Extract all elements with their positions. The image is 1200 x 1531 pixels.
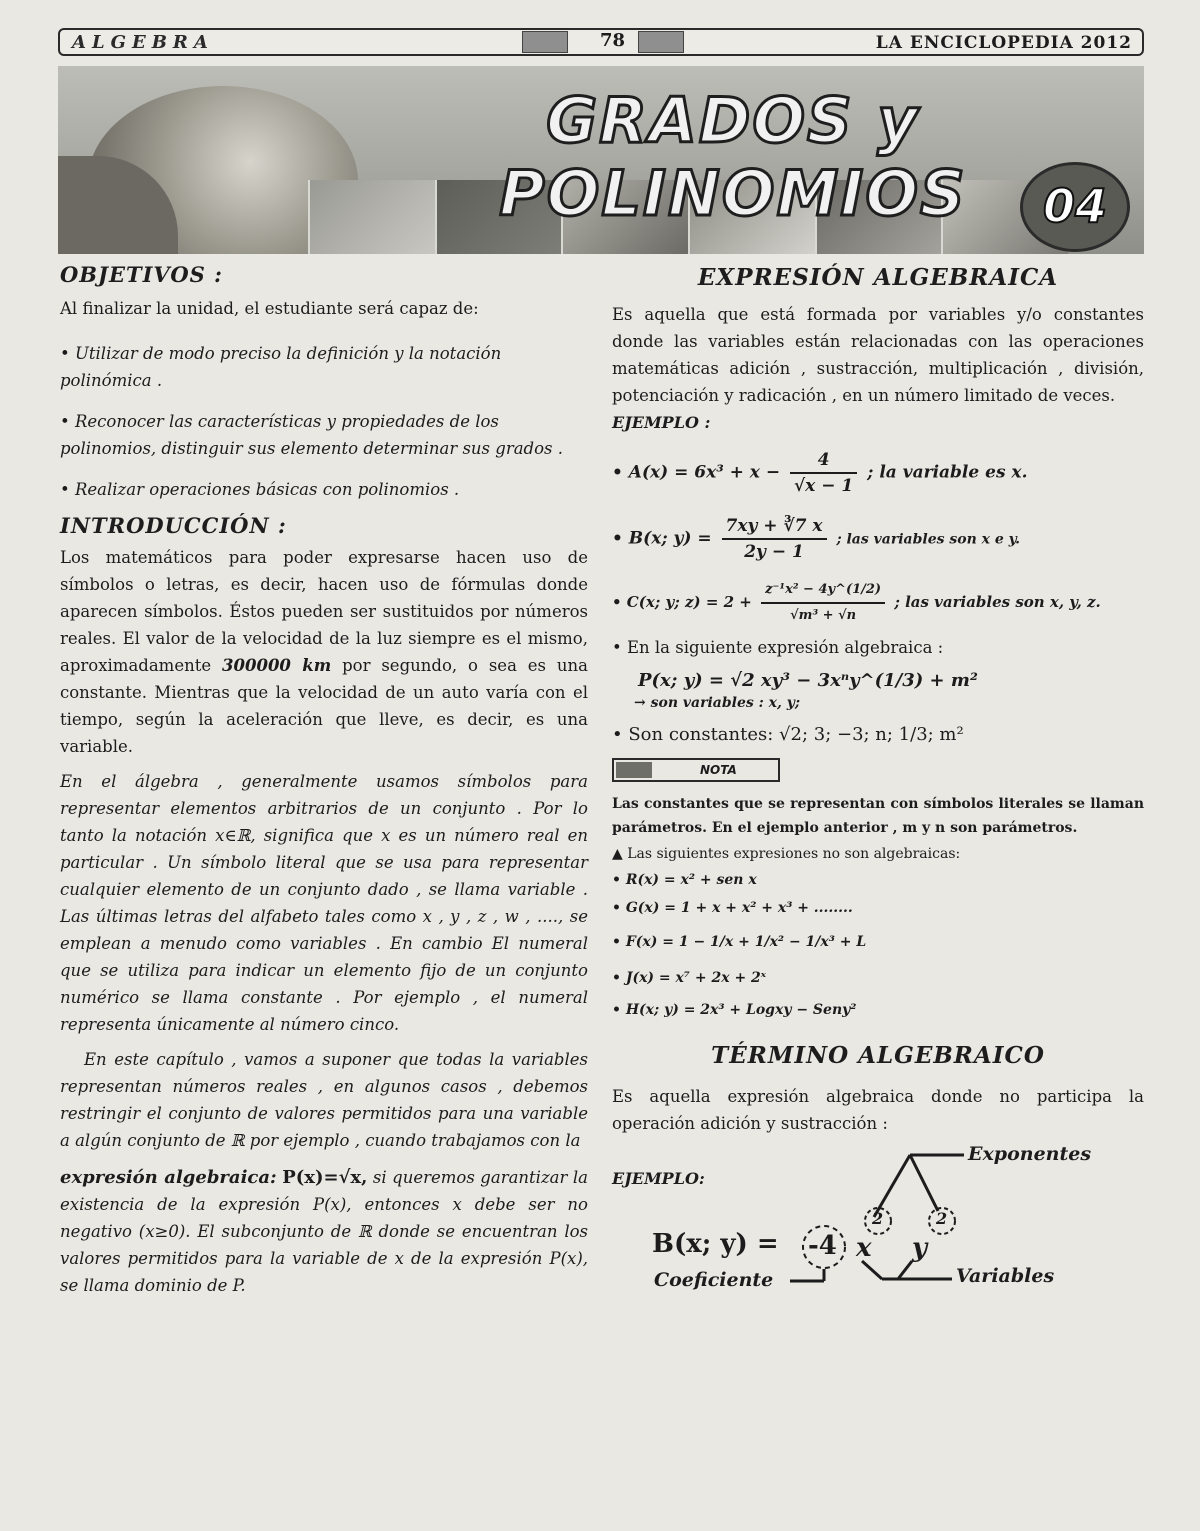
publication-title: LA ENCICLOPEDIA 2012	[875, 33, 1132, 53]
intro-paragraph-1	[60, 544, 588, 760]
example-c-numerator: z⁻¹x² − 4y^(1/2)	[761, 578, 885, 604]
termino-heading: TÉRMINO ALGEBRAICO	[711, 1042, 1045, 1069]
non-algebraic-item: • R(x) = x² + sen x	[612, 872, 757, 888]
chapter-title: GRADOS y POLINOMIOS	[499, 84, 967, 230]
page-number: 78	[600, 30, 626, 51]
term-diagram	[612, 1141, 1132, 1291]
example-d-variables: → son variables : x, y;	[634, 695, 801, 711]
expresion-heading: EXPRESIÓN ALGEBRAICA	[697, 264, 1059, 291]
introduccion-heading: INTRODUCCIÓN :	[60, 513, 287, 538]
ejemplo-label: EJEMPLO :	[612, 413, 711, 432]
non-algebraic-item: • F(x) = 1 − 1/x + 1/x² − 1/x³ + L	[612, 934, 867, 950]
label-variables: Variables	[956, 1265, 1055, 1287]
non-algebraic-item: • J(x) = x⁷ + 2x + 2ˣ	[612, 970, 767, 986]
objetivos-intro: Al finalizar la unidad, el estudiante será capaz de:	[60, 299, 479, 318]
termino-definition: Es aquella expresión algebraica donde no participa la operación adición y sustracción :	[612, 1087, 1144, 1133]
example-c	[612, 578, 1144, 628]
example-c-note: ; las variables son x, y, z.	[894, 593, 1101, 611]
right-column	[612, 262, 1144, 1291]
page-icon-right	[638, 31, 684, 53]
page-number-box	[522, 29, 742, 55]
example-c-lhs: • C(x; y; z) = 2 +	[612, 593, 752, 611]
page-header	[58, 28, 1144, 56]
objetivo-item: • Utilizar de modo preciso la definición y la notación polinómica .	[60, 344, 502, 390]
example-a	[612, 448, 1144, 498]
intro-paragraph-3: En este capítulo , vamos a suponer que todas la variables representan números reales , en algunos casos , debemos restringir el conjunto de valores permitidos para una variable a algún conjunto de ℝ por ejemplo , cuando trabajamos con la	[60, 1050, 588, 1150]
example-a-fraction	[790, 448, 857, 498]
label-exponentes: Exponentes	[968, 1143, 1092, 1165]
intro-p4-rest: si queremos garantizar la existencia de la expresión P(x), entonces x debe ser no negativo (x≥0). El subconjunto de ℝ donde se encuentran los valores permitidos para la variable de x de la expresión P(x), se llama dominio de P.	[60, 1168, 588, 1295]
termino-ejemplo-label: EJEMPLO:	[612, 1169, 705, 1188]
example-b-numerator: 7xy + ∛7 x	[722, 514, 827, 540]
non-algebraic-item: • G(x) = 1 + x + x² + x³ + ........	[612, 900, 853, 916]
label-coeficiente: Coeficiente	[654, 1269, 774, 1291]
term-coefficient: -4	[808, 1231, 837, 1261]
example-a-note: ; la variable es x.	[867, 462, 1028, 483]
page-icon-left	[522, 31, 568, 53]
sqrt-formula: P(x)=√x,	[282, 1167, 368, 1188]
term-variable-x: x	[856, 1233, 872, 1263]
example-a-numerator: 4	[790, 448, 857, 474]
term-exponent-x: 2	[872, 1209, 884, 1228]
term-variable-y: y	[912, 1233, 928, 1263]
intro-p1-text-a: Los matemáticos para poder expresarse hacen uso de símbolos o letras, es decir, hacen uso de fórmulas donde aparecen símbolos. Éstos pueden ser sustituidos por números reales. El valor de la velocidad de la luz siempre es el mismo, aproximadamente	[60, 548, 588, 675]
example-c-denominator: √m³ + √n	[790, 608, 857, 623]
expresion-label: expresión algebraica:	[60, 1167, 277, 1188]
example-b-fraction	[722, 514, 827, 564]
non-algebraic-item: • H(x; y) = 2x³ + Logxy − Seny²	[612, 1002, 857, 1018]
objetivo-item: • Realizar operaciones básicas con polinomios .	[60, 480, 460, 499]
objetivos-heading: OBJETIVOS :	[60, 262, 223, 287]
nota-text: Las constantes que se representan con símbolos literales se llaman parámetros. En el ejemplo anterior , m y n son parámetros.	[612, 796, 1144, 836]
nota-box	[612, 758, 1144, 786]
term-exponent-y: 2	[936, 1209, 948, 1228]
chapter-number: 04	[1020, 162, 1130, 252]
example-d-constants: • Son constantes: √2; 3; −3; n; 1/3; m²	[612, 724, 964, 745]
example-d-formula: P(x; y) = √2 xy³ − 3xⁿy^(1/3) + m²	[638, 670, 978, 691]
left-column	[60, 262, 588, 1299]
example-b-note: ; las variables son x e y.	[836, 531, 1021, 548]
light-speed-value: 300000 km	[222, 656, 332, 675]
example-c-fraction	[761, 578, 885, 628]
objetivo-item: • Reconocer las características y propiedades de los polinomios, distinguir sus elemento determinar sus grados .	[60, 412, 564, 458]
example-a-lhs: • A(x) = 6x³ + x −	[612, 462, 781, 483]
non-algebraic-intro: ▲ Las siguientes expresiones no son algebraicas:	[612, 846, 961, 862]
expresion-definition: Es aquella que está formada por variables y/o constantes donde las variables están relacionadas con las operaciones matemáticas adición , sustracción, multiplicación , división, potenciación y radicación , en un número limitado de veces.	[612, 305, 1144, 405]
term-expression-lhs: B(x; y) =	[652, 1229, 779, 1259]
chapter-banner	[58, 66, 1144, 254]
nota-tag	[612, 758, 780, 782]
example-b-lhs: • B(x; y) =	[612, 528, 712, 549]
nota-label: NOTA	[700, 763, 737, 777]
subject-title: ALGEBRA	[72, 32, 214, 53]
intro-paragraph-4	[60, 1164, 588, 1299]
example-b-denominator: 2y − 1	[744, 542, 804, 562]
intro-p1-text-b: por segundo, o sea es una constante. Mientras que la velocidad de un auto varía con el tiempo, según la aceleración que lleve, es decir, es una variable.	[60, 656, 588, 756]
example-b	[612, 514, 1144, 564]
nota-icon	[616, 762, 652, 778]
intro-paragraph-2: En el álgebra , generalmente usamos símbolos para representar elementos arbitrarios de un conjunto . Por lo tanto la notación x∈ℝ, significa que x es un número real en particular . Un símbolo literal que se usa para representar cualquier elemento de un conjunto dado , se llama variable . Las últimas letras del alfabeto tales como x , y , z , w , ...., se emplean a menudo como variables . En cambio El numeral que se utiliza para indicar un elemento fijo de un conjunto numérico se llama constante . Por ejemplo , el numeral representa únicamente al número cinco.	[60, 772, 588, 1034]
example-a-denominator: √x − 1	[794, 476, 854, 496]
example-d-intro: • En la siguiente expresión algebraica :	[612, 638, 944, 657]
